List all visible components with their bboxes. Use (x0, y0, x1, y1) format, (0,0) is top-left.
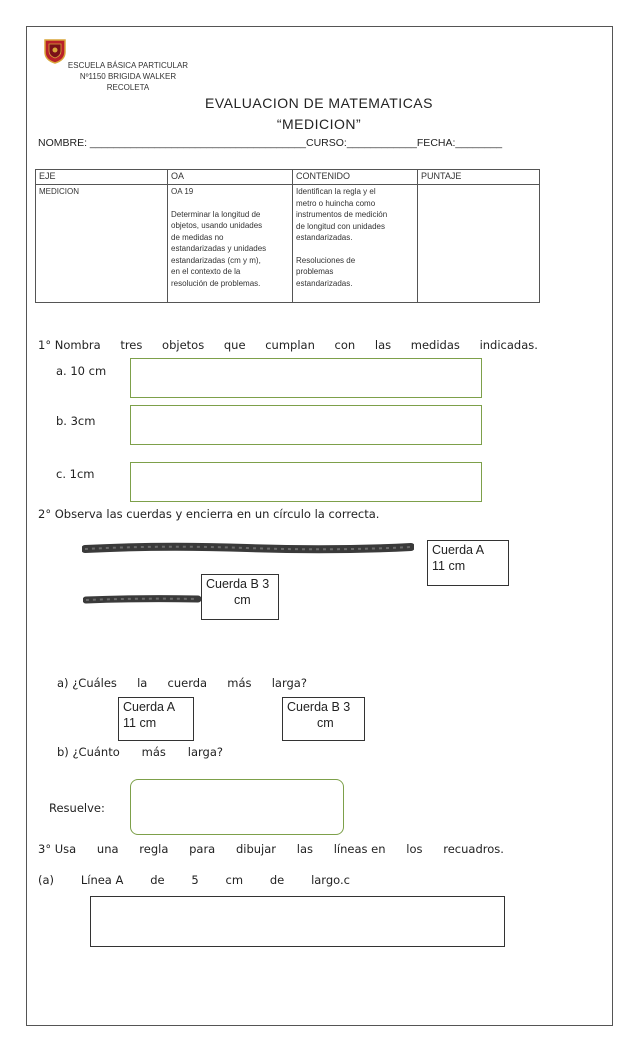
q1-answer-box-a[interactable] (130, 358, 482, 398)
cuerda-b-line1: Cuerda B 3 (206, 577, 270, 591)
q1-word: medidas (410, 338, 460, 352)
q1-word: tres (120, 338, 143, 352)
q2a-prompt (57, 676, 307, 690)
cell-oa (168, 185, 293, 303)
q1-word: que (223, 338, 246, 352)
oa-text-4: estandarizadas y unidades (171, 244, 267, 253)
header-contenido: CONTENIDO (293, 170, 418, 185)
q2b-word: más (141, 745, 166, 759)
option-a-line1: Cuerda A (123, 700, 176, 714)
q3-word: recuadros. (443, 842, 504, 856)
q1-prompt (38, 338, 538, 352)
q1-answer-box-b[interactable] (130, 405, 482, 445)
q3-word: una (96, 842, 119, 856)
page-subtitle: “MEDICION” (276, 116, 362, 132)
q2b-prompt (57, 745, 223, 759)
option-cuerda-b[interactable] (282, 697, 365, 741)
school-name-line3: RECOLETA (106, 83, 150, 92)
header-eje: EJE (36, 170, 168, 185)
cell-eje: MEDICION (36, 185, 168, 303)
cuerda-b-label (201, 574, 279, 620)
oa-text-7: resolución de problemas. (171, 278, 261, 288)
oa-text-5: estandarizadas (cm y m), (171, 255, 261, 265)
school-name-line2: Nº1150 BRIGIDA WALKER (79, 72, 177, 81)
oa-code: OA 19 (171, 187, 194, 196)
q2-prompt: 2° Observa las cuerdas y encierra en un círculo la correcta. (38, 507, 380, 521)
q1-item-c-label: c. 1cm (56, 467, 95, 481)
q2a-word: larga? (271, 676, 307, 690)
cuerda-a-line2: 11 cm (432, 559, 466, 573)
curriculum-table (35, 169, 540, 303)
cell-puntaje[interactable] (418, 185, 540, 303)
header-puntaje: PUNTAJE (418, 170, 540, 185)
cuerda-b-line2: cm (234, 593, 251, 607)
q3a-word: de (150, 873, 165, 887)
q1-item-b-label: b. 3cm (56, 414, 96, 428)
cuerda-a-label (427, 540, 509, 586)
contenido-1-5: estandarizadas. (296, 233, 353, 242)
q3a-word: cm (225, 873, 244, 887)
q3a-prompt (38, 873, 350, 887)
student-info-line: NOMBRE: _____________________________________CURSO:____________FECHA:________ (38, 137, 503, 149)
contenido-1-1: Identifican la regla y el (296, 187, 376, 196)
q1-word: con (334, 338, 356, 352)
q1-word: cumplan (265, 338, 315, 352)
contenido-2-2: problemas (296, 267, 334, 276)
q3-word: los (406, 842, 423, 856)
rope-a-image (82, 538, 414, 560)
option-cuerda-a[interactable] (118, 697, 194, 741)
q2a-word: más (227, 676, 252, 690)
rope-b-image (83, 592, 201, 608)
q2b-word: larga? (187, 745, 223, 759)
cell-contenido (293, 185, 418, 303)
contenido-1-3: instrumentos de medición (296, 210, 388, 219)
q3a-word: largo.c (311, 873, 350, 887)
option-a-line2: 11 cm (123, 716, 157, 730)
option-b-line2: cm (317, 716, 334, 730)
q3-word: dibujar (235, 842, 277, 856)
q3a-word: (a) (38, 873, 55, 887)
q1-word: 1° Nombra (38, 338, 101, 352)
q1-word: indicadas. (479, 338, 538, 352)
oa-text-1: Determinar la longitud de (171, 209, 261, 219)
q3-word: regla (139, 842, 169, 856)
q3-word: 3° Usa (38, 842, 77, 856)
q1-answer-box-c[interactable] (130, 462, 482, 502)
page-title: EVALUACION DE MATEMATICAS (205, 95, 433, 111)
q3a-word: de (269, 873, 285, 887)
q2a-word: cuerda (167, 676, 208, 690)
q3a-word: 5 (191, 873, 199, 887)
header-oa: OA (168, 170, 293, 185)
oa-text-6: en el contexto de la (171, 267, 241, 276)
option-b-line1: Cuerda B 3 (287, 700, 351, 714)
cuerda-a-line1: Cuerda A (432, 543, 485, 557)
q1-word: objetos (162, 338, 205, 352)
q3-word: las (296, 842, 313, 856)
q2a-word: la (137, 676, 148, 690)
school-name-line1: ESCUELA BÁSICA PARTICULAR (67, 61, 189, 70)
q2b-word: b) ¿Cuánto (57, 745, 120, 759)
q3-prompt (38, 842, 504, 856)
resuelve-answer-box[interactable] (130, 779, 344, 835)
contenido-2-1: Resoluciones de (296, 255, 356, 265)
school-name (58, 60, 198, 93)
q3a-word: Línea A (80, 873, 124, 887)
contenido-2-3: estandarizadas. (296, 278, 353, 288)
oa-text-3: de medidas no (171, 232, 224, 242)
contenido-1-2: metro o huincha como (296, 198, 376, 208)
resuelve-label: Resuelve: (49, 801, 105, 815)
q1-word: las (374, 338, 392, 352)
line-a-drawing-box[interactable] (90, 896, 505, 947)
contenido-1-4: de longitud con unidades (296, 221, 385, 231)
q1-item-a-label: a. 10 cm (56, 364, 107, 378)
q2a-word: a) ¿Cuáles (57, 676, 117, 690)
q3-word: líneas en (333, 842, 386, 856)
oa-text-2: objetos, usando unidades (171, 221, 263, 230)
q3-word: para (189, 842, 216, 856)
